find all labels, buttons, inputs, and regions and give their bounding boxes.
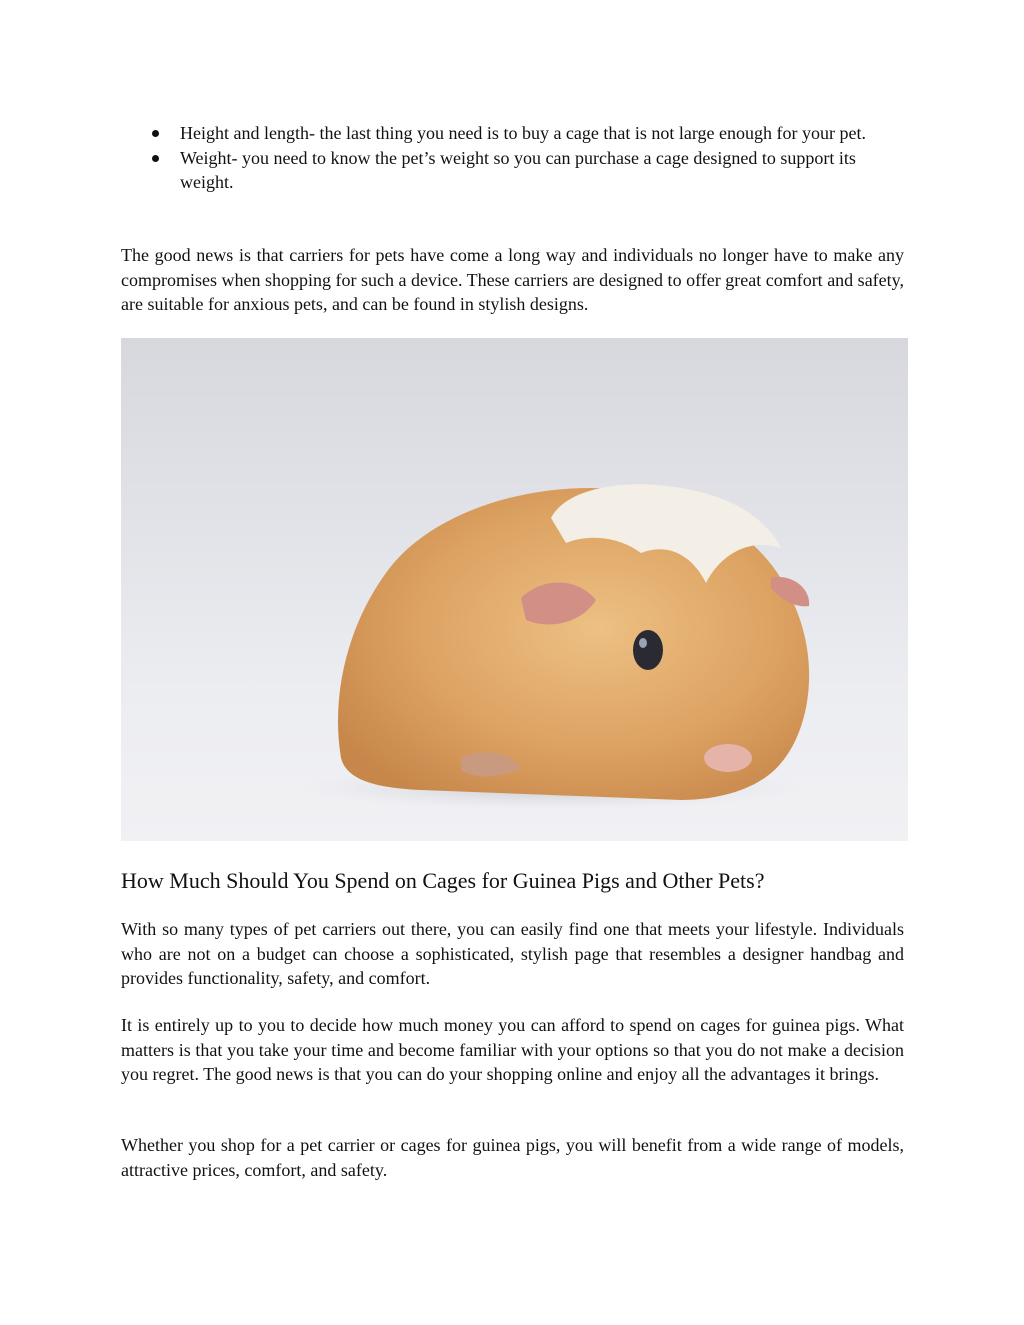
list-item xyxy=(150,121,906,146)
section-heading: How Much Should You Spend on Cages for Guinea Pigs and Other Pets? xyxy=(121,868,765,893)
bullet-icon xyxy=(152,130,159,137)
bullet-icon xyxy=(152,155,159,162)
nose xyxy=(704,744,752,772)
body-paragraph: It is entirely up to you to decide how much money you can afford to spend on cages for guinea pigs. What matters is that you take your time and become familiar with your options so that you do not make a decision you regret. The good news is that you can do your shopping online and enjoy all the advantages it brings. xyxy=(121,1015,904,1084)
list-item-text: Weight- you need to know the pet’s weight so you can purchase a cage designed to support its weight. xyxy=(180,147,856,192)
list-item-text: Height and length- the last thing you need is to buy a cage that is not large enough for your pet. xyxy=(180,123,867,143)
eye-highlight xyxy=(639,638,647,648)
body-paragraph: Whether you shop for a pet carrier or cages for guinea pigs, you will benefit from a wide range of models, attractive prices, comfort, and safety. xyxy=(121,1135,904,1180)
guinea-pig-illustration xyxy=(121,338,908,841)
requirements-list xyxy=(150,121,906,195)
list-item xyxy=(150,146,906,195)
eye xyxy=(633,630,663,670)
body-paragraph: With so many types of pet carriers out there, you can easily find one that meets your lifestyle. Individuals who are not on a budget can choose a sophisticated, stylish page that resembles a designer handbag and provides functionality, safety, and comfort. xyxy=(121,919,904,988)
intro-paragraph: The good news is that carriers for pets have come a long way and individuals no longer have to make any compromises when shopping for such a device. These carriers are designed to offer great comfort and safety, are suitable for anxious pets, and can be found in stylish designs. xyxy=(121,245,904,314)
guinea-pig-photo xyxy=(121,338,908,841)
